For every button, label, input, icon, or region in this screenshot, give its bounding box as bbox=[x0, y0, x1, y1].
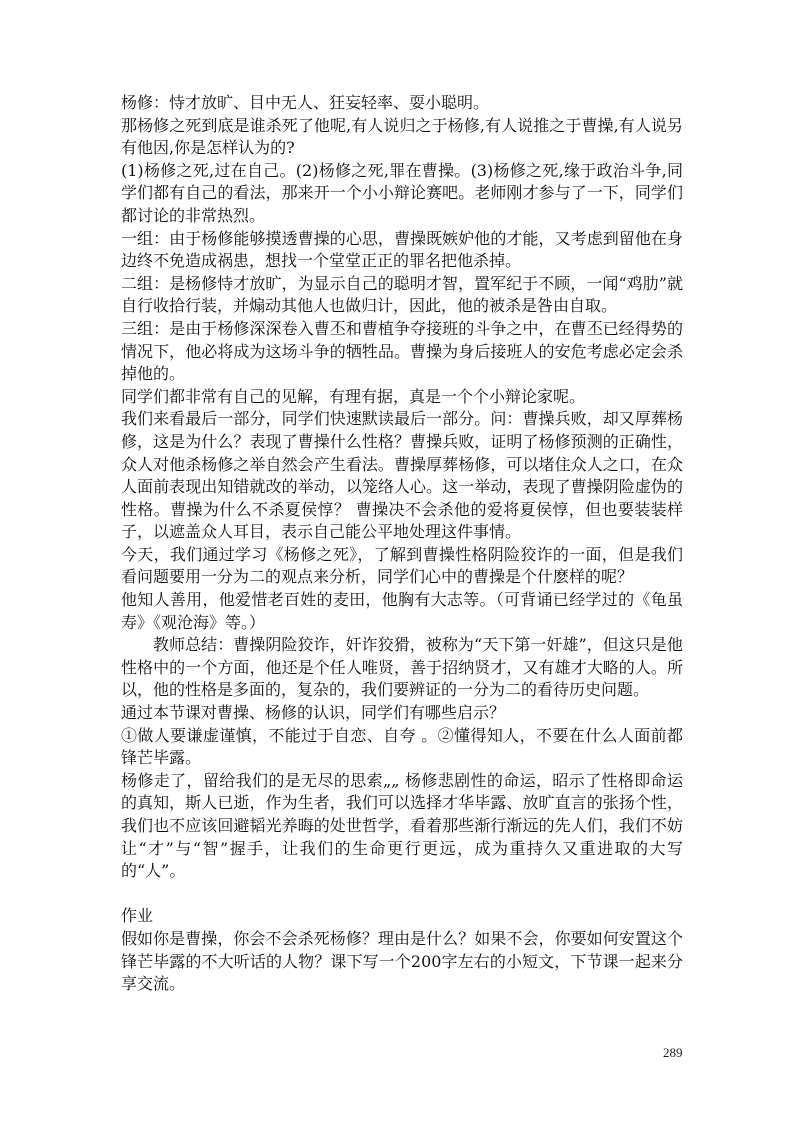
document-body bbox=[121, 92, 683, 996]
page-number: 289 bbox=[663, 1045, 683, 1060]
paragraph: 作业 bbox=[121, 906, 154, 926]
paragraph: 杨修走了，留给我们的是无尽的思索„„ 杨修悲剧性的命运，昭示了性格即命运的真知，斯人已逝，作为生者，我们可以选择才华毕露、放旷直言的张扬个性，我们也不应该回避韬光养晦的处世哲学，看着那些渐行渐远的先人们，我们不妨让“才”与“智”握手，让我们的生命更行更远，成为重持久又重进取的大写的“人”。 bbox=[121, 770, 683, 881]
paragraph: 他知人善用，他爱惜老百姓的麦田，他胸有大志等。（可背诵已经学过的《龟虽寿》《观沧海》等。） bbox=[121, 590, 683, 632]
paragraph: 同学们都非常有自己的见解，有理有据，真是一个个小辩论家呢。 bbox=[121, 386, 586, 406]
paragraph: 一组：由于杨修能够摸透曹操的心思，曹操既嫉妒他的才能，又考虑到留他在身边终不免造成祸患，想找一个堂堂正正的罪名把他杀掉。 bbox=[121, 228, 683, 271]
blank-line bbox=[121, 883, 683, 906]
paragraph: ①做人要谦虚谨慎，不能过于自恋、自夸 。②懂得知人，不要在什么人面前都锋芒毕露。 bbox=[121, 725, 683, 768]
paragraph: 二组：是杨修恃才放旷，为显示自己的聪明才智，置军纪于不顾，一闻“鸡肋”就自行收拾行装，并煽动其他人也做归计，因此，他的被杀是咎由自取。 bbox=[121, 273, 683, 316]
paragraph: 那杨修之死到底是谁杀死了他呢,有人说归之于杨修,有人说推之于曹操,有人说另有他因,你是怎样认为的? bbox=[121, 115, 683, 158]
paragraph: 三组：是由于杨修深深卷入曹丕和曹植争夺接班的斗争之中，在曹丕已经得势的情况下，他必将成为这场斗争的牺牲品。曹操为身后接班人的安危考虑必定会杀掉他的。 bbox=[121, 318, 683, 384]
paragraph: 我们来看最后一部分，同学们快速默读最后一部分。问：曹操兵败，却又厚葬杨修，这是为什么？表现了曹操什么性格？曹操兵败，证明了杨修预测的正确性，众人对他杀杨修之举自然会产生看法。曹操厚葬杨修，可以堵住众人之口，在众人面前表现出知错就改的举动，以笼络人心。这一举动，表现了曹操阴险虚伪的性格。曹操为什么不杀夏侯惇？ 曹操决不会杀他的爱将夏侯惇，但也要装装样子，以遮盖众人耳目，表示自己能公平地处理这件事情。 bbox=[121, 409, 683, 542]
paragraph: 杨修：恃才放旷、目中无人、狂妄轻率、耍小聪明。 bbox=[121, 93, 490, 112]
paragraph: 通过本节课对曹操、杨修的认识，同学们有哪些启示？ bbox=[121, 703, 506, 723]
paragraph: (1)杨修之死,过在自己。(2)杨修之死,罪在曹操。(3)杨修之死,缘于政治斗争,同学们都有自己的看法，那来开一个小小辩论赛吧。老师刚才参与了一下，同学们都讨论的非常热烈。 bbox=[121, 160, 683, 225]
paragraph: 教师总结：曹操阴险狡诈，奸诈狡猾，被称为“天下第一奸雄”，但这只是他性格中的一个方面，他还是个任人唯贤，善于招纳贤才，又有雄才大略的人。所以，他的性格是多面的，复杂的，我们要辨证的一分为二的看待历史问题。 bbox=[121, 635, 683, 700]
paragraph: 今天，我们通过学习《杨修之死》，了解到曹操性格阴险狡诈的一面，但是我们看问题要用一分为二的观点来分析，同学们心中的曹操是个什麽样的呢？ bbox=[121, 544, 683, 587]
paragraph: 假如你是曹操，你会不会杀死杨修？理由是什么？如果不会，你要如何安置这个锋芒毕露的不大听话的人物？课下写一个200字左右的小短文，下节课一起来分享交流。 bbox=[121, 928, 683, 994]
